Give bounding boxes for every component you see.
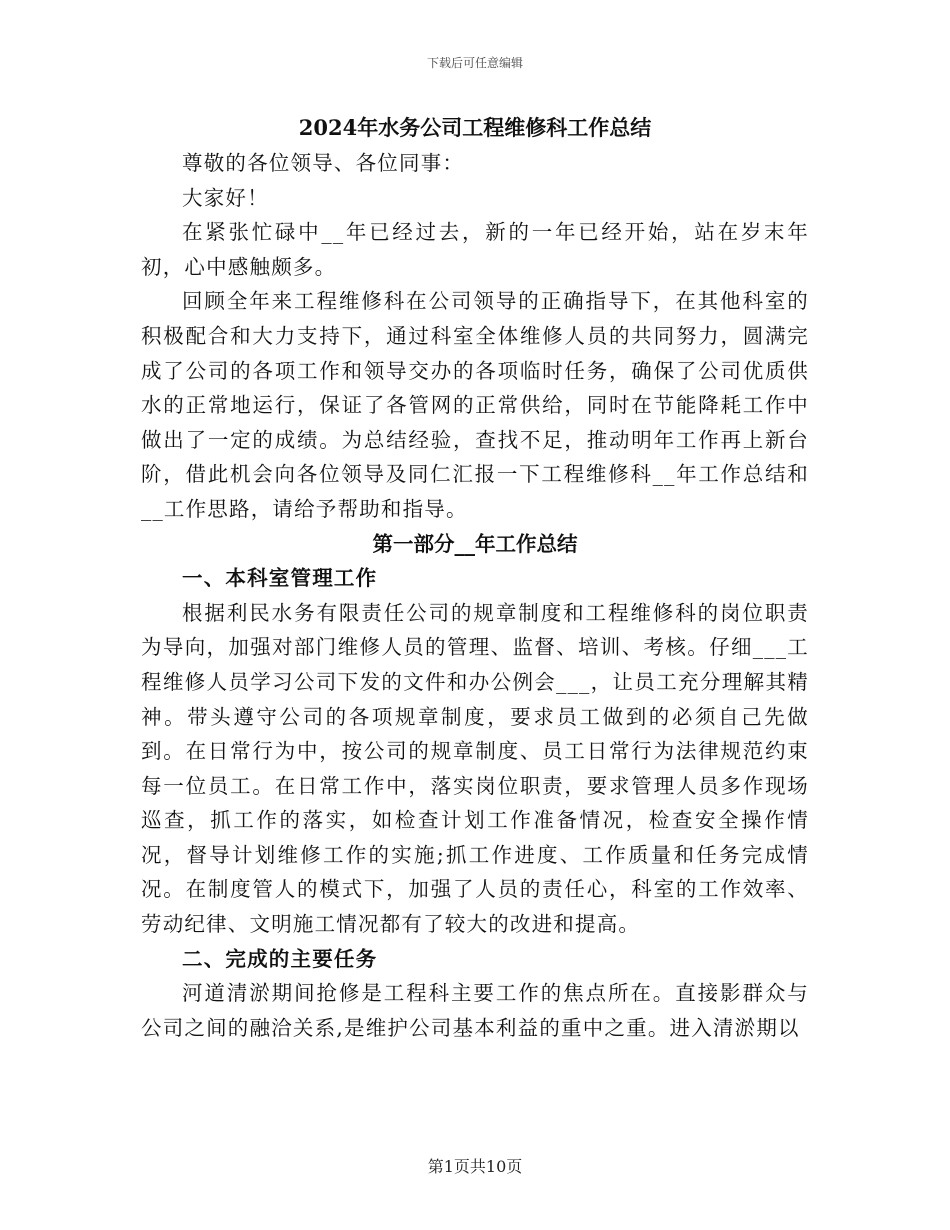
section-one-title: 一、本科室管理工作: [182, 566, 378, 591]
section-one-body: 根据利民水务有限责任公司的规章制度和工程维修科的岗位职责为导向，加强对部门维修人员的管理、监督、培训、考核。仔细___工程维修人员学习公司下发的文件和办公例会___，让员工充分理解其精神。带头遵守公司的各项规章制度，要求员工做到的必须自己先做到。在日常行为中，按公司的规章制度、员工日常行为法律规范约束每一位员工。在日常工作中，落实岗位职责，要求管理人员多作现场巡查，抓工作的落实，如检查计划工作准备情况，检查安全操作情况，督导计划维修工作的实施;抓工作进度、工作质量和任务完成情况。在制度管人的模式下，加强了人员的责任心，科室的工作效率、劳动纪律、文明施工情况都有了较大的改进和提高。: [141, 600, 809, 937]
document-title: 2024年水务公司工程维修科工作总结: [298, 115, 652, 140]
section-two-title: 二、完成的主要任务: [182, 946, 378, 971]
paragraph-review: 回顾全年来工程维修科在公司领导的正确指导下，在其他科室的积极配合和大力支持下，通过科室全体维修人员的共同努力，圆满完成了公司的各项工作和领导交办的各项临时任务，确保了公司优质供水的正常地运行，保证了各管网的正常供给，同时在节能降耗工作中做出了一定的成绩。为总结经验，查找不足，推动明年工作再上新台阶，借此机会向各位领导及同仁汇报一下工程维修科__年工作总结和__工作思路，请给予帮助和指导。: [141, 289, 809, 521]
paragraph-intro: 在紧张忙碌中__年已经过去，新的一年已经开始，站在岁末年初，心中感触颇多。: [141, 220, 809, 279]
document-body: [141, 112, 809, 1045]
page-header-note: 下载后可任意编辑: [426, 56, 523, 70]
hello: 大家好！: [182, 185, 269, 210]
page-number: 第1页共10页: [427, 1157, 523, 1176]
section-two-body: 河道清淤期间抢修是工程科主要工作的焦点所在。直接影群众与公司之间的融洽关系,是维护公司基本利益的重中之重。进入清淤期以: [141, 981, 809, 1040]
part-one-title: 第一部分__年工作总结: [372, 531, 578, 556]
greeting: 尊敬的各位领导、各位同事：: [182, 151, 465, 175]
